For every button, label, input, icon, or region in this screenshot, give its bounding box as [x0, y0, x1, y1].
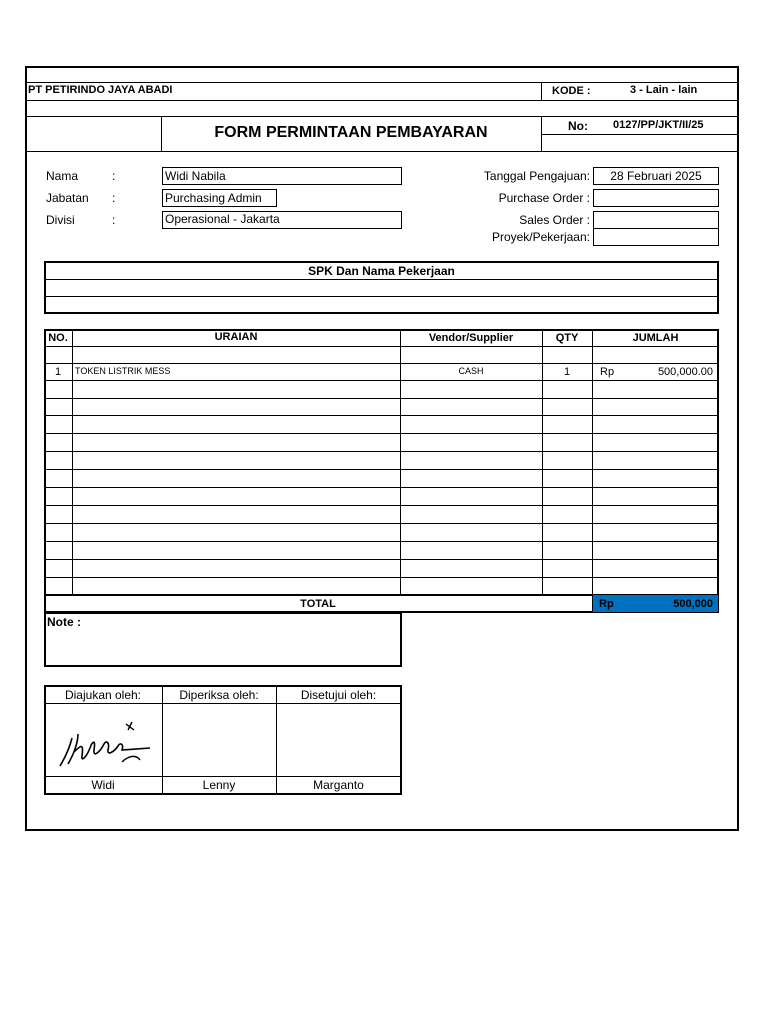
row-jumlah: 500,000.00	[657, 366, 713, 378]
total-currency: Rp	[599, 598, 614, 610]
table-row-line	[44, 577, 719, 578]
header-divider	[541, 82, 542, 100]
header-line	[25, 82, 738, 83]
approver-name: Lenny	[202, 778, 236, 792]
nama-value: Widi Nabila	[165, 169, 226, 183]
proyek-field[interactable]	[593, 228, 719, 246]
so-label: Sales Order :	[519, 213, 590, 227]
approval-divider	[276, 685, 277, 794]
col-header-jumlah: JUMLAH	[632, 332, 679, 344]
kode-value: 3 - Lain - lain	[630, 84, 698, 96]
po-field[interactable]	[593, 189, 719, 207]
row-vendor: CASH	[458, 366, 484, 376]
approver-name: Marganto	[313, 778, 364, 792]
total-value: 500,000	[673, 598, 713, 610]
signature-image	[56, 716, 156, 772]
approval-header-disetujui: Disetujui oleh:	[300, 688, 377, 702]
col-divider	[72, 329, 73, 595]
table-row-line	[44, 487, 719, 488]
table-row-line	[44, 451, 719, 452]
proyek-label: Proyek/Pekerjaan:	[491, 230, 590, 244]
table-row-line	[44, 559, 719, 560]
approval-line	[44, 776, 401, 777]
approval-header-diperiksa: Diperiksa oleh:	[179, 688, 259, 702]
spk-line	[44, 279, 719, 280]
total-label: TOTAL	[300, 598, 336, 610]
header-line	[25, 116, 738, 117]
jabatan-value: Purchasing Admin	[165, 191, 262, 205]
po-label: Purchase Order :	[498, 191, 590, 205]
header-line	[25, 100, 738, 101]
col-header-vendor: Vendor/Supplier	[428, 332, 514, 344]
approval-line	[44, 703, 401, 704]
table-row-line	[44, 523, 719, 524]
row-uraian: TOKEN LISTRIK MESS	[75, 366, 171, 376]
col-divider	[592, 329, 593, 613]
no-label: No:	[568, 119, 588, 133]
table-row-line	[44, 469, 719, 470]
approval-divider	[162, 685, 163, 794]
company-name: PT PETIRINDO JAYA ABADI	[28, 84, 173, 96]
spk-title: SPK Dan Nama Pekerjaan	[308, 264, 455, 278]
colon: :	[112, 191, 116, 205]
header-line	[25, 151, 738, 152]
nama-label: Nama	[46, 169, 79, 183]
spk-line	[44, 296, 719, 297]
approval-header-diajukan: Diajukan oleh:	[64, 688, 142, 702]
no-value: 0127/PP/JKT/II/25	[613, 119, 704, 131]
note-label: Note :	[47, 615, 81, 629]
colon: :	[112, 169, 116, 183]
table-row-line	[44, 398, 719, 399]
table-row-line	[44, 541, 719, 542]
table-row-line	[44, 505, 719, 506]
tanggal-value: 28 Februari 2025	[610, 169, 702, 183]
tanggal-label: Tanggal Pengajuan:	[483, 169, 590, 183]
divisi-label: Divisi	[46, 213, 75, 227]
note-box	[44, 612, 402, 667]
table-row-line	[44, 415, 719, 416]
row-no: 1	[54, 366, 62, 378]
col-header-no: NO.	[48, 332, 68, 344]
table-row-line	[44, 433, 719, 434]
approver-name: Widi	[91, 778, 115, 792]
col-header-qty: QTY	[555, 332, 579, 344]
row-currency: Rp	[600, 366, 615, 378]
table-row-line	[44, 380, 719, 381]
jabatan-label: Jabatan	[46, 191, 89, 205]
table-row-line	[44, 363, 719, 364]
col-header-uraian: URAIAN	[214, 331, 258, 343]
so-field[interactable]	[593, 211, 719, 229]
colon: :	[112, 213, 116, 227]
form-title: FORM PERMINTAAN PEMBAYARAN	[214, 124, 488, 141]
kode-label: KODE :	[552, 85, 591, 97]
row-qty: 1	[563, 366, 571, 378]
table-row-line	[44, 346, 719, 347]
divisi-value: Operasional - Jakarta	[165, 212, 280, 226]
header-line	[541, 134, 738, 135]
